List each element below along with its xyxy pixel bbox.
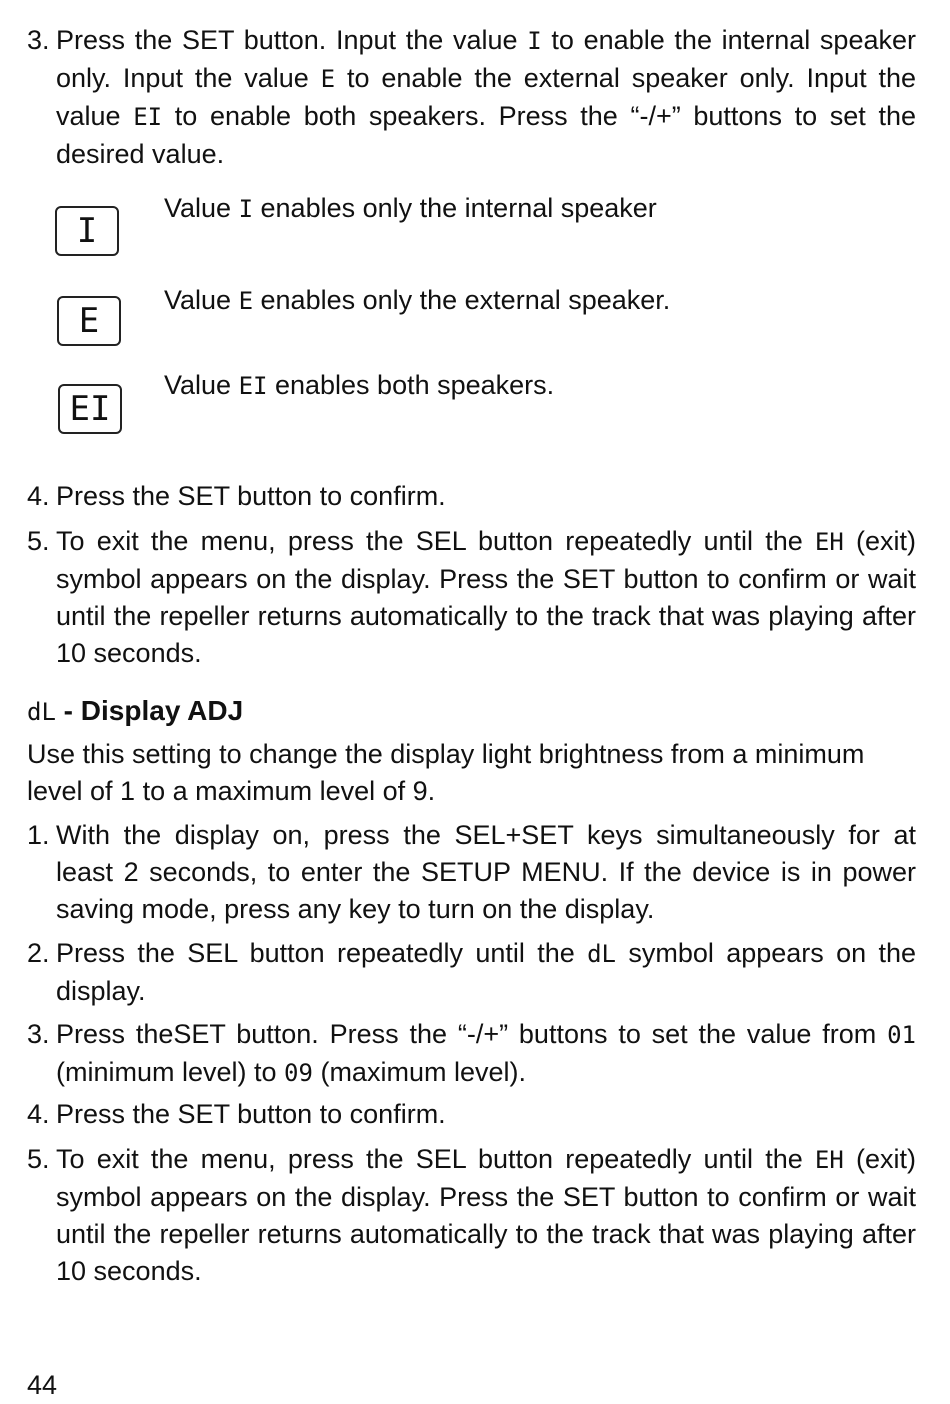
- step-2-number: 2.: [27, 938, 50, 968]
- step-5b-text: To exit the menu, press the SEL button repeatedly until the EH (exit) symbol appears on the display. Press the SET button to confirm or wait until the repeller returns automatically to the track that was playing after 10 seconds.: [56, 1144, 917, 1286]
- section-intro: Use this setting to change the display light brightness from a minimum level of 1 to a maximum level of 9.: [27, 739, 865, 806]
- lcd-display-external: E: [57, 296, 121, 346]
- step-5b-number: 5.: [27, 1144, 50, 1174]
- step-4-number: 4.: [27, 481, 50, 511]
- step-3b-text: Press theSET button. Press the “-/+” buttons to set the value from 01 (minimum level) to 09 (maximum level).: [56, 1019, 916, 1087]
- page-number: 44: [27, 1370, 58, 1400]
- lcd-display-both: EI: [58, 384, 122, 434]
- step-1-number: 1.: [27, 820, 50, 850]
- lcd-display-internal: I: [55, 206, 119, 256]
- lcd-code-internal: I: [527, 27, 542, 55]
- step-3b-number: 3.: [27, 1019, 50, 1049]
- step-1-text: With the display on, press the SEL+SET keys simultaneously for at least 2 seconds, to enter the SETUP MENU. If the device is in power saving mode, press any key to turn on the display.: [56, 820, 916, 924]
- value-external-text: Value E enables only the external speaker.: [164, 285, 671, 315]
- step-5-number: 5.: [27, 526, 50, 556]
- lcd-code-exit: EH: [814, 528, 844, 556]
- step-4-text: Press the SET button to confirm.: [56, 481, 446, 511]
- step-3-number: 3.: [27, 25, 50, 55]
- step-4b-number: 4.: [27, 1099, 50, 1129]
- value-internal-text: Value I enables only the internal speaker: [164, 193, 657, 223]
- value-both-text: Value EI enables both speakers.: [164, 370, 555, 400]
- step-2-text: Press the SEL button repeatedly until the dL symbol appears on the display.: [56, 938, 916, 1006]
- step-5-text: To exit the menu, press the SEL button repeatedly until the EH (exit) symbol appears on the display. Press the SET button to confirm or wait until the repeller returns automatically to the track that was playing after 10 seconds.: [56, 526, 917, 668]
- lcd-code-both: EI: [133, 103, 163, 131]
- section-heading-display-adj: dL - Display ADJ: [27, 695, 244, 726]
- step-4b-text: Press the SET button to confirm.: [56, 1099, 446, 1129]
- lcd-code-external: E: [320, 65, 336, 93]
- step-3-text: Press the SET button. Input the value I to enable the internal speaker only. Input the value E to enable the external speaker only. Input the value EI to enable both speakers. Press the “-/+” buttons to set the desired value.: [56, 25, 916, 169]
- lcd-code-dl: dL: [27, 698, 56, 726]
